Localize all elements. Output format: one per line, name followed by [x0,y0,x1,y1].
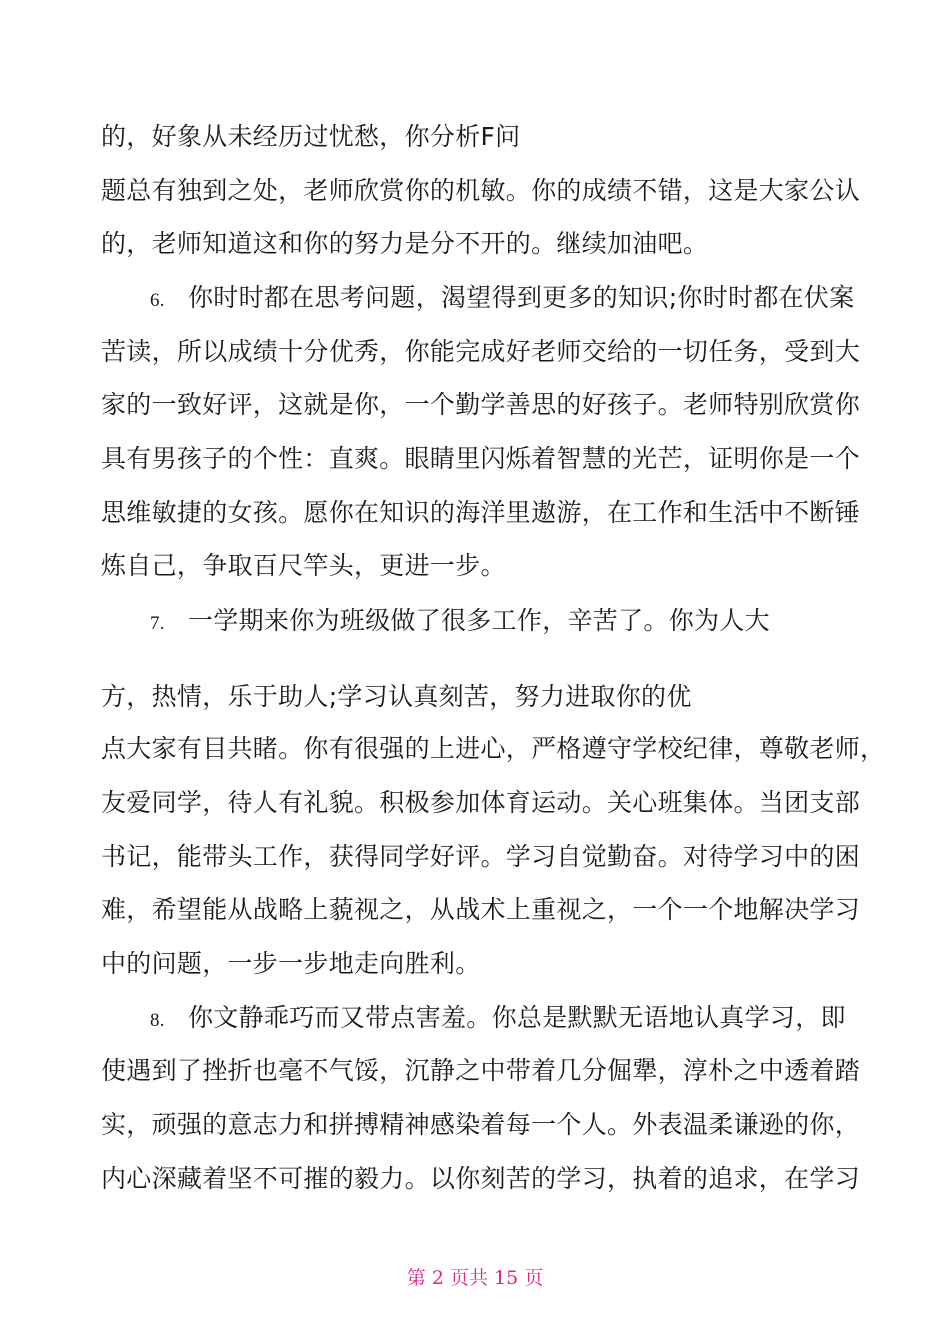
text-line: 题总有独到之处，老师欣赏你的机敏。你的成绩不错，这是大家公认 [101,176,861,205]
text-line: 一学期来你为班级做了很多工作，辛苦了。你为人大 [188,606,770,635]
list-item-7 [150,606,770,639]
item-number: 7. [150,613,165,634]
item-number: 6. [150,290,165,311]
text-line: 的，老师知道这和你的努力是分不开的。继续加油吧。 [101,229,709,258]
text-line: 难，希望能从战略上藐视之，从战术上重视之，一个一个地解决学习 [101,895,861,924]
page-number-footer: 第 2 页共 15 页 [406,1267,544,1289]
text-line: 实，顽强的意志力和拼搏精神感染着每一个人。外表温柔谦逊的你， [101,1110,861,1139]
text-line: 点大家有目共睹。你有很强的上进心，严格遵守学校纪律，尊敬老师， [101,734,886,763]
text-line: 具有男孩子的个性：直爽。眼睛里闪烁着智慧的光芒，证明你是一个 [101,444,861,473]
text-line: 书记，能带头工作，获得同学好评。学习自觉勤奋。对待学习中的困 [101,842,861,871]
text-line: 苦读，所以成绩十分优秀，你能完成好老师交给的一切任务，受到大 [101,337,861,366]
text-line: 你文静乖巧而又带点害羞。你总是默默无语地认真学习，即 [188,1003,846,1032]
text-line: 友爱同学，待人有礼貌。积极参加体育运动。关心班集体。当团支部 [101,788,861,817]
text-line: 你时时都在思考问题，渴望得到更多的知识;你时时都在伏案 [188,283,855,312]
text-line: 使遇到了挫折也毫不气馁，沉静之中带着几分倔犟，淳朴之中透着踏 [101,1056,861,1085]
text-line: 内心深藏着坚不可摧的毅力。以你刻苦的学习，执着的追求，在学习 [101,1164,861,1193]
text-line: 思维敏捷的女孩。愿你在知识的海洋里遨游，在工作和生活中不断锤 [101,498,861,527]
list-item-8 [150,1003,846,1036]
text-line: 的，好象从未经历过忧愁，你分析F问 [101,122,521,151]
text-line: 方，热情，乐于助人;学习认真刻苦，努力进取你的优 [101,682,692,711]
list-item-6 [150,283,855,316]
item-number: 8. [150,1010,165,1031]
text-line: 炼自己，争取百尺竿头，更进一步。 [101,551,506,580]
text-line: 家的一致好评，这就是你，一个勤学善思的好孩子。老师特别欣赏你 [101,390,861,419]
text-line: 中的问题，一步一步地走向胜利。 [101,949,481,978]
